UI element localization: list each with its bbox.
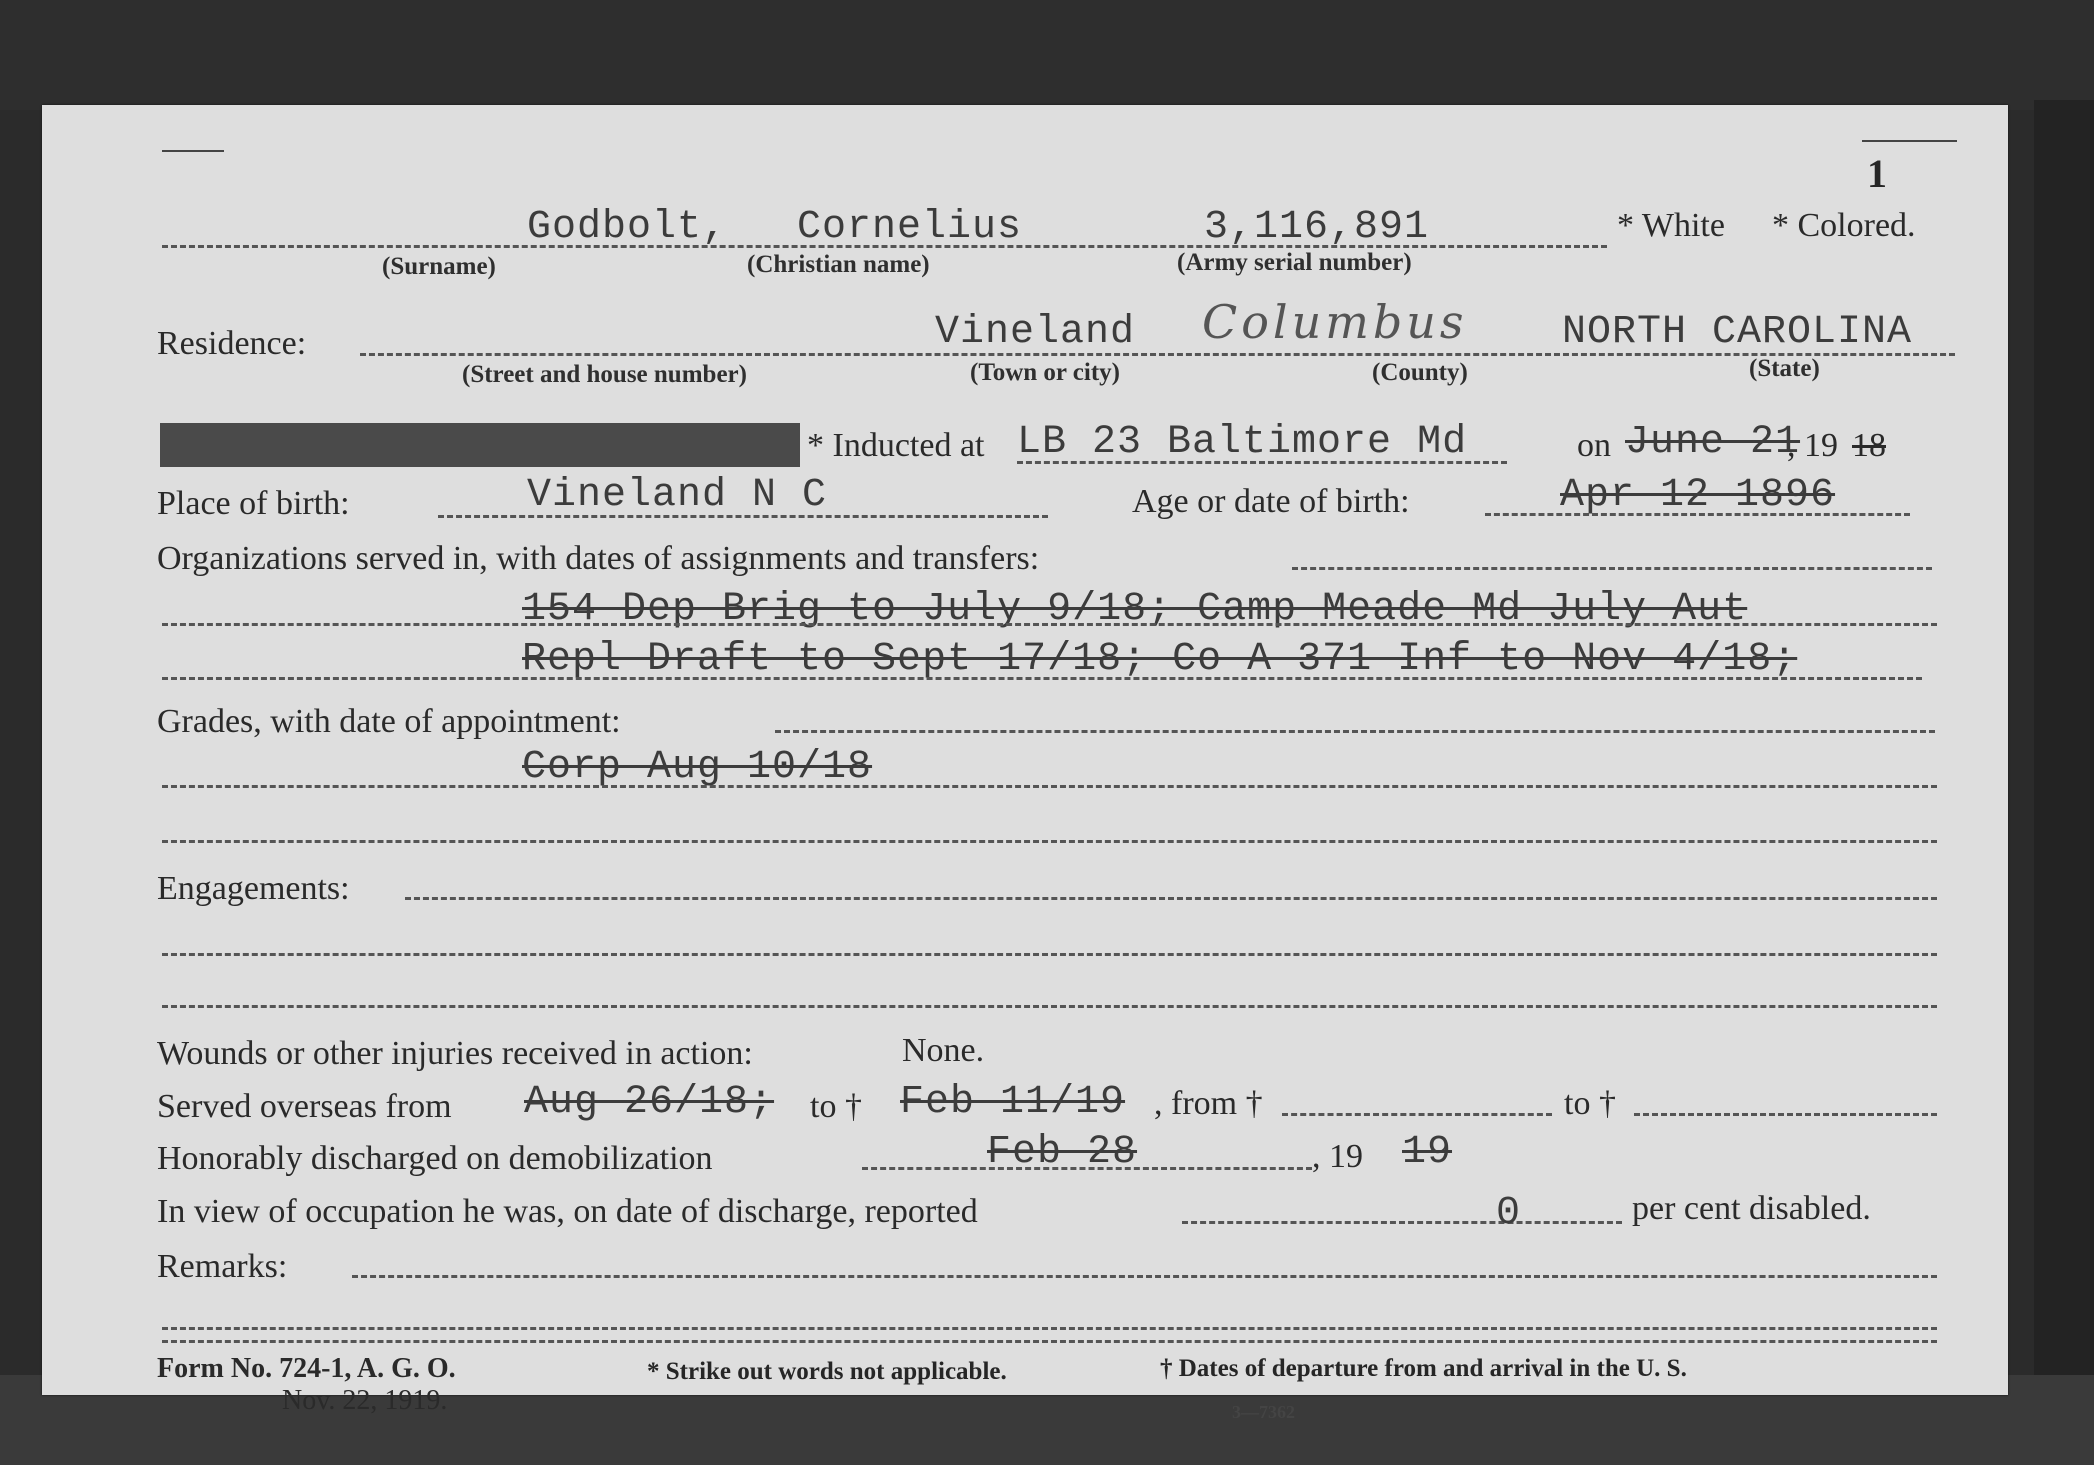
overseas-to-value: Feb 11/19 [900, 1080, 1126, 1125]
engagements-rule-2 [162, 1005, 1937, 1008]
served-overseas-label: Served overseas from [157, 1088, 452, 1125]
overseas-from2-label: , from † [1154, 1085, 1263, 1122]
grades-rule-2 [162, 840, 1937, 843]
engagements-rule-1 [162, 953, 1937, 956]
organizations-rule-1 [162, 623, 1937, 626]
remarks-line-0 [352, 1275, 1937, 1278]
place-of-birth-value: Vineland N C [527, 473, 828, 518]
redaction-mark [160, 423, 800, 467]
disability-suffix: per cent disabled. [1632, 1190, 1871, 1227]
serial-number-caption: (Army serial number) [1177, 249, 1412, 276]
grades-line-0 [775, 730, 1935, 733]
surname-caption: (Surname) [382, 253, 496, 280]
place-of-birth-label: Place of birth: [157, 485, 350, 522]
engagements-line-0 [405, 897, 1937, 900]
engagements-label: Engagements: [157, 870, 350, 907]
inducted-at-value: LB 23 Baltimore Md [1017, 420, 1468, 465]
town-value: Vineland [935, 310, 1136, 355]
induction-year-value: 18 [1852, 427, 1886, 464]
residence-label: Residence: [157, 325, 307, 362]
disability-line [1182, 1221, 1622, 1224]
white-label: * White [1617, 207, 1725, 244]
card-number-rule [1862, 140, 1957, 142]
overseas-to-label: to † [810, 1088, 862, 1125]
overseas-from2-line [1282, 1113, 1552, 1116]
christian-name-caption: (Christian name) [747, 251, 930, 278]
surname-value: Godbolt, [527, 205, 728, 250]
scanner-background-right [2034, 100, 2094, 1465]
colored-label: * Colored. [1772, 207, 1916, 244]
remarks-rule-2 [162, 1340, 1937, 1343]
organizations-line-2: Repl Draft to Sept 17/18; Co A 371 Inf to Nov 4/18; [522, 637, 1798, 682]
induction-year-prefix: , 19 [1787, 427, 1838, 464]
corner-mark [162, 150, 224, 152]
residence-line [360, 353, 1955, 356]
age-label: Age or date of birth: [1132, 483, 1410, 520]
dates-note: † Dates of departure from and arrival in the U. S. [1160, 1355, 1687, 1382]
on-label: on [1577, 427, 1611, 464]
town-caption: (Town or city) [970, 359, 1120, 386]
wounds-value: None. [902, 1032, 985, 1069]
wounds-label: Wounds or other injuries received in action: [157, 1035, 753, 1072]
grades-rule-1 [162, 785, 1937, 788]
serial-number-value: 3,116,891 [1204, 205, 1430, 250]
discharge-year-prefix: , 19 [1312, 1138, 1363, 1175]
discharge-date-value: Feb 28 [987, 1130, 1138, 1175]
scanner-background-top [0, 0, 2094, 110]
strike-out-note: * Strike out words not applicable. [647, 1358, 1007, 1385]
discharge-label: Honorably discharged on demobilization [157, 1140, 713, 1177]
organizations-rule-2 [162, 677, 1922, 680]
disability-label: In view of occupation he was, on date of discharge, reported [157, 1193, 978, 1230]
disability-value: 0 [1496, 1191, 1522, 1236]
grades-value: Corp Aug 10/18 [522, 745, 873, 790]
date-of-birth-line [1485, 513, 1910, 516]
christian-name-value: Cornelius [797, 205, 1023, 250]
print-code: 3—7362 [1232, 1402, 1295, 1422]
induction-date-value: June 21 [1625, 420, 1801, 465]
county-caption: (County) [1372, 359, 1468, 386]
discharge-year-value: 19 [1402, 1130, 1453, 1175]
remarks-label: Remarks: [157, 1248, 288, 1285]
organizations-line-0 [1292, 567, 1932, 570]
inducted-line [1017, 461, 1507, 464]
inducted-label: * Inducted at [807, 427, 985, 464]
state-value: NORTH CAROLINA [1562, 310, 1913, 355]
county-value: Columbus [1202, 295, 1468, 349]
state-caption: (State) [1749, 355, 1820, 382]
organizations-line-1: 154 Dep Brig to July 9/18; Camp Meade Md July Aut [522, 587, 1748, 632]
name-line [162, 245, 1607, 248]
date-of-birth-value: Apr 12 1896 [1560, 473, 1836, 518]
form-date: Nov. 22, 1919. [282, 1385, 448, 1416]
organizations-label: Organizations served in, with dates of assignments and transfers: [157, 540, 1040, 577]
street-caption: (Street and house number) [462, 361, 747, 388]
remarks-rule-1 [162, 1327, 1937, 1330]
place-of-birth-line [438, 515, 1048, 518]
overseas-from-value: Aug 26/18; [524, 1080, 775, 1125]
overseas-to2-label: to † [1564, 1085, 1616, 1122]
grades-label: Grades, with date of appointment: [157, 703, 621, 740]
card-number: 1 [1867, 151, 1887, 196]
service-record-card [42, 105, 2008, 1422]
form-number: Form No. 724-1, A. G. O. [157, 1353, 456, 1384]
overseas-to2-line [1634, 1113, 1937, 1116]
